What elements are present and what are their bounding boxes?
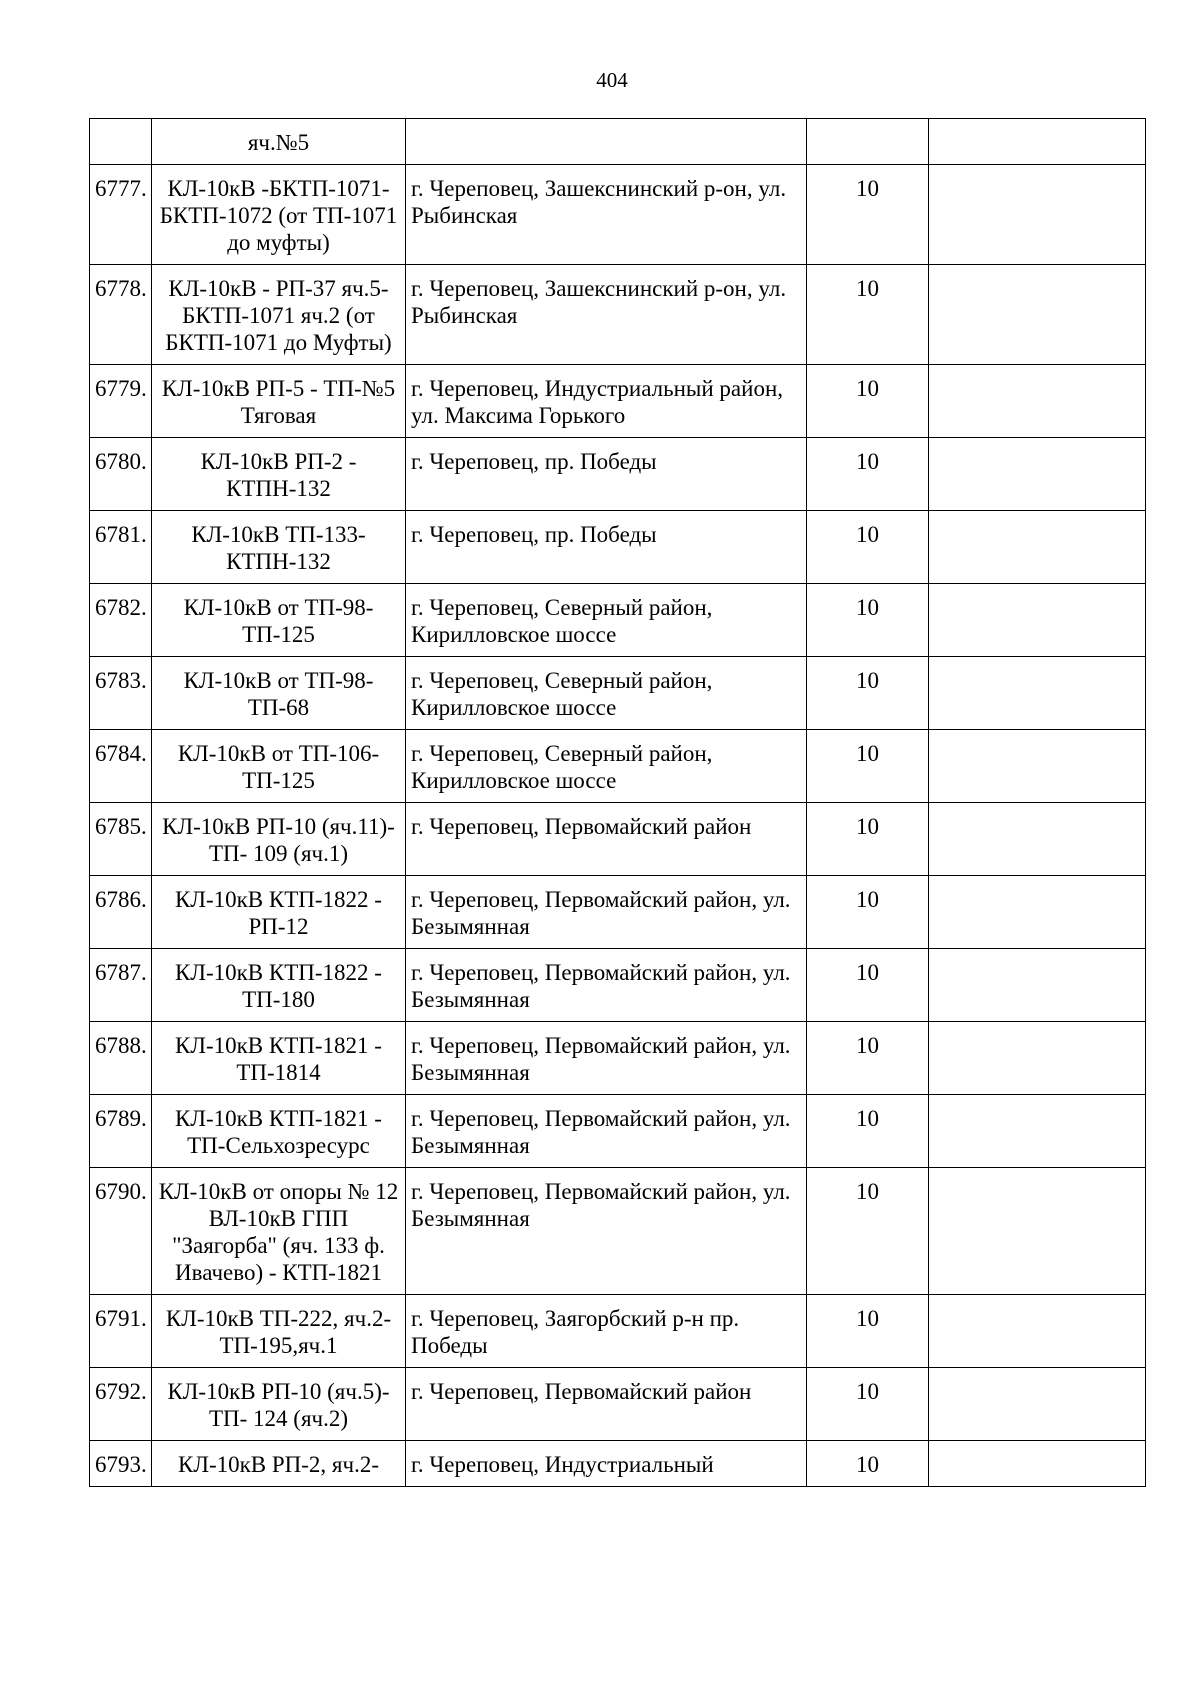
line-name-cell: КЛ-10кВ РП-5 - ТП-№5 Тяговая xyxy=(152,365,406,438)
line-name-cell: яч.№5 xyxy=(152,119,406,165)
row-number-cell: 6793. xyxy=(90,1441,152,1487)
table-row xyxy=(90,1368,1146,1441)
address-cell: г. Череповец, Заягорбский р-н пр. Победы xyxy=(406,1295,807,1368)
table-row xyxy=(90,365,1146,438)
table-row xyxy=(90,876,1146,949)
extra-cell xyxy=(929,1441,1146,1487)
extra-cell xyxy=(929,949,1146,1022)
extra-cell xyxy=(929,730,1146,803)
table-row xyxy=(90,511,1146,584)
row-number-cell: 6783. xyxy=(90,657,152,730)
voltage-cell: 10 xyxy=(807,584,929,657)
line-name-cell: КЛ-10кВ - РП-37 яч.5-БКТП-1071 яч.2 (от БКТП-1071 до Муфты) xyxy=(152,265,406,365)
registry-table-body xyxy=(90,119,1146,1487)
cable-line-registry-table xyxy=(89,118,1146,1487)
line-name-cell: КЛ-10кВ от ТП-98-ТП-125 xyxy=(152,584,406,657)
extra-cell xyxy=(929,1095,1146,1168)
line-name-cell: КЛ-10кВ ТП-222, яч.2-ТП-195,яч.1 xyxy=(152,1295,406,1368)
voltage-cell: 10 xyxy=(807,949,929,1022)
extra-cell xyxy=(929,119,1146,165)
line-name-cell: КЛ-10кВ КТП-1822 - РП-12 xyxy=(152,876,406,949)
line-name-cell: КЛ-10кВ -БКТП-1071-БКТП-1072 (от ТП-1071 до муфты) xyxy=(152,165,406,265)
row-number-cell: 6787. xyxy=(90,949,152,1022)
voltage-cell: 10 xyxy=(807,657,929,730)
table-row xyxy=(90,730,1146,803)
line-name-cell: КЛ-10кВ от опоры № 12 ВЛ-10кВ ГПП "Заягорба" (яч. 133 ф. Ивачево) - КТП-1821 xyxy=(152,1168,406,1295)
extra-cell xyxy=(929,657,1146,730)
table-row xyxy=(90,1168,1146,1295)
voltage-cell: 10 xyxy=(807,1022,929,1095)
address-cell: г. Череповец, Первомайский район, ул. Безымянная xyxy=(406,1168,807,1295)
address-cell xyxy=(406,119,807,165)
line-name-cell: КЛ-10кВ РП-10 (яч.5)-ТП- 124 (яч.2) xyxy=(152,1368,406,1441)
row-number-cell: 6785. xyxy=(90,803,152,876)
row-number-cell: 6792. xyxy=(90,1368,152,1441)
row-number-cell: 6791. xyxy=(90,1295,152,1368)
voltage-cell: 10 xyxy=(807,1441,929,1487)
voltage-cell: 10 xyxy=(807,1295,929,1368)
row-number-cell: 6782. xyxy=(90,584,152,657)
voltage-cell: 10 xyxy=(807,265,929,365)
line-name-cell: КЛ-10кВ КТП-1821 - ТП-1814 xyxy=(152,1022,406,1095)
line-name-cell: КЛ-10кВ от ТП-98-ТП-68 xyxy=(152,657,406,730)
address-cell: г. Череповец, пр. Победы xyxy=(406,511,807,584)
table-row xyxy=(90,119,1146,165)
row-number-cell: 6789. xyxy=(90,1095,152,1168)
voltage-cell: 10 xyxy=(807,365,929,438)
row-number-cell: 6780. xyxy=(90,438,152,511)
line-name-cell: КЛ-10кВ РП-2 - КТПН-132 xyxy=(152,438,406,511)
row-number-cell: 6788. xyxy=(90,1022,152,1095)
table-row xyxy=(90,1441,1146,1487)
voltage-cell: 10 xyxy=(807,165,929,265)
table-row xyxy=(90,657,1146,730)
table-row xyxy=(90,584,1146,657)
line-name-cell: КЛ-10кВ КТП-1822 - ТП-180 xyxy=(152,949,406,1022)
table-row xyxy=(90,265,1146,365)
table-row xyxy=(90,803,1146,876)
address-cell: г. Череповец, Индустриальный район, ул. Максима Горького xyxy=(406,365,807,438)
address-cell: г. Череповец, Первомайский район, ул. Безымянная xyxy=(406,876,807,949)
extra-cell xyxy=(929,876,1146,949)
extra-cell xyxy=(929,511,1146,584)
table-row xyxy=(90,949,1146,1022)
address-cell: г. Череповец, Северный район, Кирилловское шоссе xyxy=(406,584,807,657)
address-cell: г. Череповец, Первомайский район xyxy=(406,1368,807,1441)
extra-cell xyxy=(929,803,1146,876)
voltage-cell xyxy=(807,119,929,165)
page-number: 404 xyxy=(596,68,628,92)
voltage-cell: 10 xyxy=(807,511,929,584)
extra-cell xyxy=(929,265,1146,365)
extra-cell xyxy=(929,438,1146,511)
address-cell: г. Череповец, Первомайский район, ул. Безымянная xyxy=(406,949,807,1022)
row-number-cell: 6781. xyxy=(90,511,152,584)
address-cell: г. Череповец, пр. Победы xyxy=(406,438,807,511)
address-cell: г. Череповец, Первомайский район, ул. Безымянная xyxy=(406,1095,807,1168)
table-row xyxy=(90,165,1146,265)
table-row xyxy=(90,438,1146,511)
extra-cell xyxy=(929,1295,1146,1368)
voltage-cell: 10 xyxy=(807,1368,929,1441)
table-row xyxy=(90,1295,1146,1368)
voltage-cell: 10 xyxy=(807,876,929,949)
row-number-cell xyxy=(90,119,152,165)
address-cell: г. Череповец, Северный район, Кирилловское шоссе xyxy=(406,730,807,803)
row-number-cell: 6779. xyxy=(90,365,152,438)
extra-cell xyxy=(929,584,1146,657)
extra-cell xyxy=(929,1368,1146,1441)
address-cell: г. Череповец, Северный район, Кирилловское шоссе xyxy=(406,657,807,730)
address-cell: г. Череповец, Первомайский район, ул. Безымянная xyxy=(406,1022,807,1095)
extra-cell xyxy=(929,1168,1146,1295)
line-name-cell: КЛ-10кВ РП-10 (яч.11)- ТП- 109 (яч.1) xyxy=(152,803,406,876)
line-name-cell: КЛ-10кВ КТП-1821 - ТП-Сельхозресурс xyxy=(152,1095,406,1168)
row-number-cell: 6790. xyxy=(90,1168,152,1295)
address-cell: г. Череповец, Первомайский район xyxy=(406,803,807,876)
extra-cell xyxy=(929,365,1146,438)
row-number-cell: 6786. xyxy=(90,876,152,949)
extra-cell xyxy=(929,165,1146,265)
voltage-cell: 10 xyxy=(807,1095,929,1168)
address-cell: г. Череповец, Индустриальный xyxy=(406,1441,807,1487)
line-name-cell: КЛ-10кВ от ТП-106-ТП-125 xyxy=(152,730,406,803)
extra-cell xyxy=(929,1022,1146,1095)
line-name-cell: КЛ-10кВ ТП-133-КТПН-132 xyxy=(152,511,406,584)
row-number-cell: 6777. xyxy=(90,165,152,265)
address-cell: г. Череповец, Зашекснинский р-он, ул. Рыбинская xyxy=(406,165,807,265)
voltage-cell: 10 xyxy=(807,1168,929,1295)
address-cell: г. Череповец, Зашекснинский р-он, ул. Рыбинская xyxy=(406,265,807,365)
voltage-cell: 10 xyxy=(807,803,929,876)
row-number-cell: 6778. xyxy=(90,265,152,365)
voltage-cell: 10 xyxy=(807,438,929,511)
row-number-cell: 6784. xyxy=(90,730,152,803)
table-row xyxy=(90,1022,1146,1095)
voltage-cell: 10 xyxy=(807,730,929,803)
table-row xyxy=(90,1095,1146,1168)
line-name-cell: КЛ-10кВ РП-2, яч.2- xyxy=(152,1441,406,1487)
